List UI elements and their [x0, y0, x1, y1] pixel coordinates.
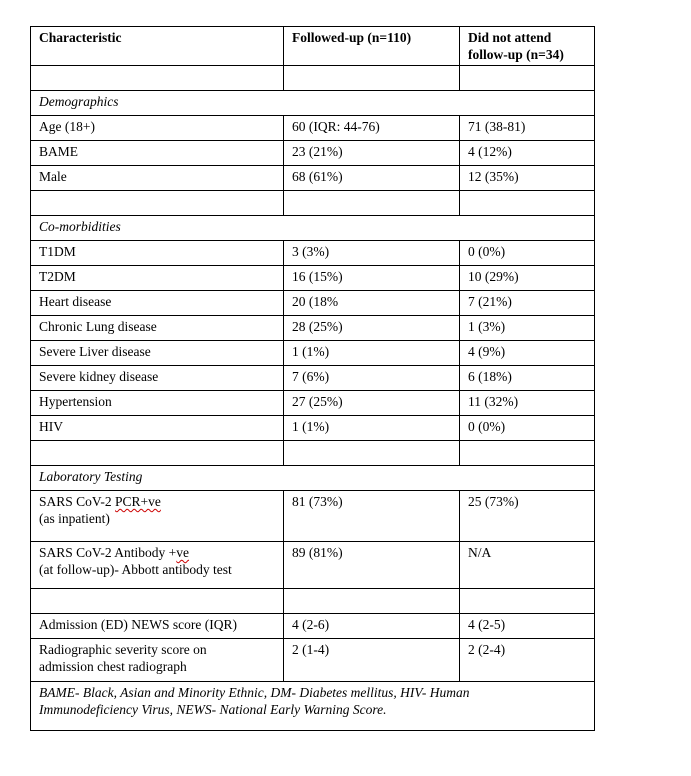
- dna-value: 1 (3%): [460, 316, 595, 341]
- table-row: [31, 341, 595, 366]
- row-label: [31, 542, 284, 589]
- followed-value: 1 (1%): [284, 416, 460, 441]
- pcr-label-b: PCR+ve: [115, 494, 161, 509]
- followed-value: 3 (3%): [284, 241, 460, 266]
- dna-value: N/A: [460, 542, 595, 589]
- dna-value: 12 (35%): [460, 166, 595, 191]
- table-row: [31, 291, 595, 316]
- antibody-label-b: ve: [176, 545, 190, 560]
- row-label: Male: [31, 166, 284, 191]
- followed-value: 1 (1%): [284, 341, 460, 366]
- table-row: [31, 266, 595, 291]
- spacer-row: [31, 589, 595, 614]
- section-row: [31, 216, 595, 241]
- row-label: [31, 639, 284, 682]
- row-label: T1DM: [31, 241, 284, 266]
- followed-value: 28 (25%): [284, 316, 460, 341]
- table-row: [31, 542, 595, 589]
- followed-value: 4 (2-6): [284, 614, 460, 639]
- header-did-not-attend: Did not attend follow-up (n=34): [460, 27, 595, 66]
- row-label: BAME: [31, 141, 284, 166]
- dna-value: 25 (73%): [460, 491, 595, 542]
- table-row: [31, 614, 595, 639]
- dna-value: 4 (9%): [460, 341, 595, 366]
- followed-value: 68 (61%): [284, 166, 460, 191]
- header-characteristic: Characteristic: [31, 27, 284, 66]
- dna-value: 10 (29%): [460, 266, 595, 291]
- dna-value: 11 (32%): [460, 391, 595, 416]
- dna-value: 7 (21%): [460, 291, 595, 316]
- row-label: Admission (ED) NEWS score (IQR): [31, 614, 284, 639]
- pcr-label-c: (as inpatient): [39, 511, 110, 526]
- followed-value: 20 (18%: [284, 291, 460, 316]
- footnote: [31, 682, 595, 731]
- spacer-row: [31, 66, 595, 91]
- spacer-row: [31, 441, 595, 466]
- row-label: Hypertension: [31, 391, 284, 416]
- radiographic-label-a: Radiographic severity score on: [39, 642, 207, 657]
- row-label: T2DM: [31, 266, 284, 291]
- row-label: Severe Liver disease: [31, 341, 284, 366]
- section-demographics: Demographics: [31, 91, 595, 116]
- footnote-row: [31, 682, 595, 731]
- row-label: Age (18+): [31, 116, 284, 141]
- characteristics-table: [30, 26, 595, 731]
- dna-value: 0 (0%): [460, 416, 595, 441]
- table-row: [31, 116, 595, 141]
- table-row: [31, 366, 595, 391]
- dna-value: 6 (18%): [460, 366, 595, 391]
- table-row: [31, 491, 595, 542]
- header-followed-up: Followed-up (n=110): [284, 27, 460, 66]
- section-row: [31, 466, 595, 491]
- dna-value: 4 (2-5): [460, 614, 595, 639]
- spacer-row: [31, 191, 595, 216]
- followed-value: 27 (25%): [284, 391, 460, 416]
- table-row: [31, 241, 595, 266]
- followed-value: 7 (6%): [284, 366, 460, 391]
- footnote-line-1: BAME- Black, Asian and Minority Ethnic, DM- Diabetes mellitus, HIV- Human: [39, 685, 470, 700]
- radiographic-label-b: admission chest radiograph: [39, 659, 187, 674]
- followed-value: 81 (73%): [284, 491, 460, 542]
- row-label: HIV: [31, 416, 284, 441]
- dna-value: 71 (38-81): [460, 116, 595, 141]
- followed-value: 60 (IQR: 44-76): [284, 116, 460, 141]
- antibody-label-c: (at follow-up)- Abbott antibody test: [39, 562, 232, 577]
- followed-value: 2 (1-4): [284, 639, 460, 682]
- header-row: [31, 27, 595, 66]
- dna-value: 4 (12%): [460, 141, 595, 166]
- row-label: [31, 491, 284, 542]
- table-row: [31, 316, 595, 341]
- table-row: [31, 639, 595, 682]
- table-row: [31, 166, 595, 191]
- section-laboratory: Laboratory Testing: [31, 466, 595, 491]
- table-row: [31, 416, 595, 441]
- followed-value: 89 (81%): [284, 542, 460, 589]
- footnote-line-2: Immunodeficiency Virus, NEWS- National Early Warning Score.: [39, 702, 387, 717]
- row-label: Heart disease: [31, 291, 284, 316]
- followed-value: 16 (15%): [284, 266, 460, 291]
- section-row: [31, 91, 595, 116]
- row-label: Severe kidney disease: [31, 366, 284, 391]
- dna-value: 2 (2-4): [460, 639, 595, 682]
- table-row: [31, 141, 595, 166]
- table-row: [31, 391, 595, 416]
- row-label: Chronic Lung disease: [31, 316, 284, 341]
- followed-value: 23 (21%): [284, 141, 460, 166]
- dna-value: 0 (0%): [460, 241, 595, 266]
- section-comorbidities: Co-morbidities: [31, 216, 595, 241]
- antibody-label-a: SARS CoV-2 Antibody +: [39, 545, 177, 560]
- pcr-label-a: SARS CoV-2: [39, 494, 116, 509]
